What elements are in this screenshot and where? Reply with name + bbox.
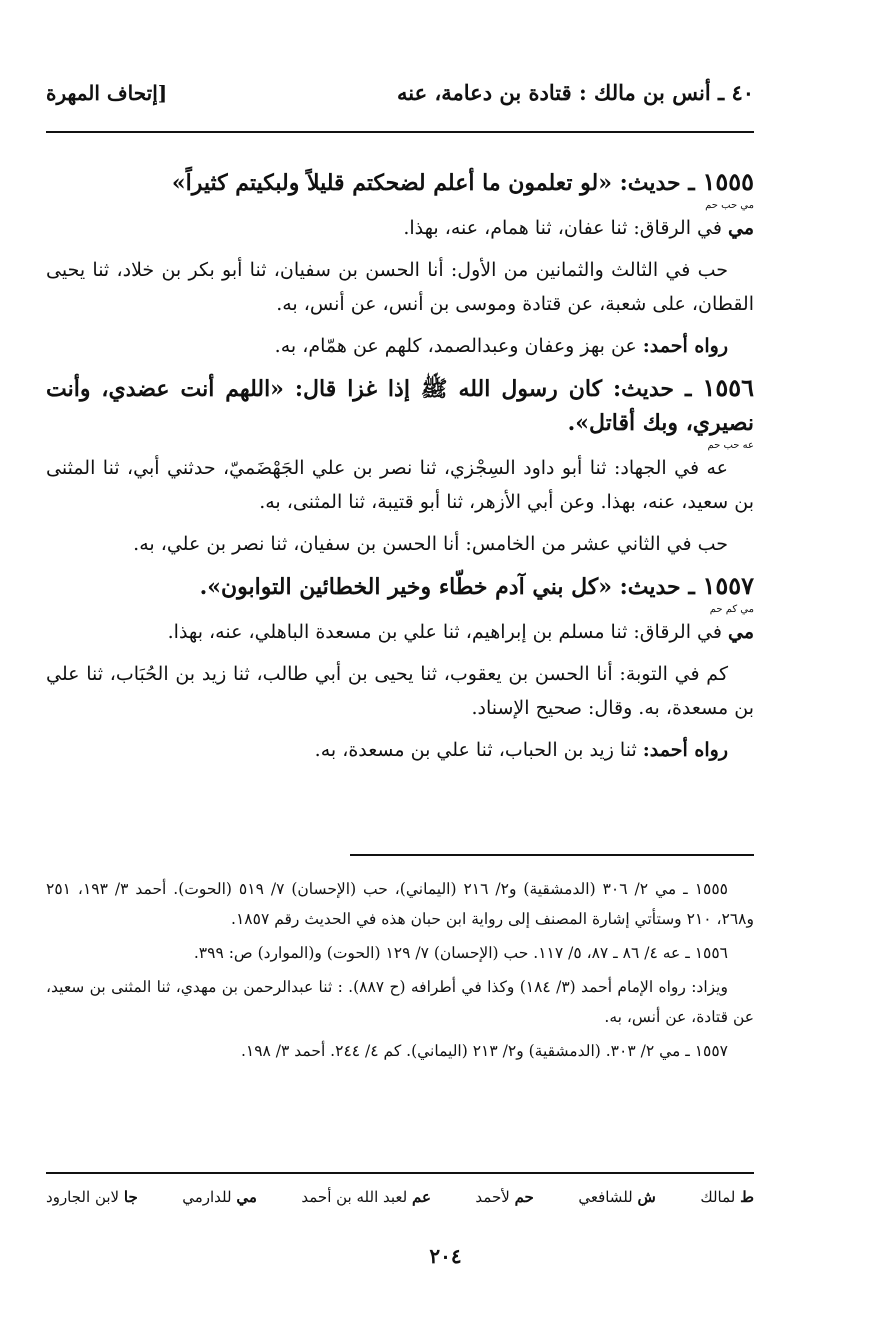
abbr-code: ط [740, 1188, 754, 1206]
footnote-rule [350, 854, 754, 856]
hadith-number: ١٥٥٦ [702, 373, 754, 402]
isnad-paragraph [46, 527, 754, 561]
isnad-text: في الرقاق: ثنا مسلم بن إبراهيم، ثنا علي بن مسعدة الباهلي، عنه، بهذا. [167, 621, 722, 643]
isnad-paragraph [46, 657, 754, 725]
hadith-title [46, 371, 754, 440]
abbr-meaning: للشافعي [578, 1188, 633, 1206]
footnote: ١٥٥٦ ـ عه ٤/ ٨٦ ـ ٨٧، ٥/ ١١٧. حب (الإحسان) ٧/ ١٢٩ (الحوت) و(الموارد) ص: ٣٩٩. [193, 944, 728, 962]
hadith-number: ١٥٥٧ [702, 571, 754, 600]
header-rule [46, 131, 754, 133]
isnad-text: حب في الثاني عشر من الخامس: أنا الحسن بن سفيان، ثنا نصر بن علي، به. [133, 533, 728, 555]
hadith-entry [46, 371, 754, 561]
abbr-meaning: لأحمد [475, 1188, 510, 1206]
hadith-number: ١٥٥٥ [702, 167, 754, 196]
abbr-code: عم [412, 1188, 431, 1206]
hadith-sigla: مي حب حم [705, 200, 754, 211]
abbreviation-item [301, 1188, 431, 1206]
abbr-meaning: لمالك [700, 1188, 736, 1206]
footnote: ١٥٥٥ ـ مي ٢/ ٣٠٦ (الدمشقية) و٢/ ٢١٦ (اليماني)، حب (الإحسان) ٧/ ٥١٩ (الحوت). أحمد ٣/ ١٩٣، ٢٥١ و٢٦٨، ٢١٠ وستأتي إشارة المصنف إلى رواية ابن حبان هذه في الحديث رقم ١٨٥٧. [46, 880, 754, 928]
abbreviation-item [182, 1188, 257, 1206]
isnad-text: كم في التوبة: أنا الحسن بن يعقوب، ثنا يحيى بن أبي طالب، ثنا زيد بن الحُبَاب، ثنا علي بن مسعدة، به. وقال: صحيح الإسناد. [46, 663, 754, 719]
hadith-text: ـ حديث: «كل بني آدم خطّاء وخير الخطائين التوابون». [199, 574, 695, 600]
abbreviation-key [46, 1188, 754, 1206]
isnad-text: عه في الجهاد: ثنا أبو داود السِجْزي، ثنا نصر بن علي الجَهْضَميّ، حدثني أبي، ثنا المثنى بن سعيد، عنه، بهذا. وعن أبي الأزهر، ثنا أبو قتيبة، ثنا المثنى، به. [46, 457, 754, 513]
isnad-paragraph [46, 329, 754, 363]
footnotes [46, 874, 754, 1070]
isnad-paragraph [46, 733, 754, 767]
source-code: مي [727, 217, 754, 239]
abbr-code: مي [236, 1188, 257, 1206]
abbreviation-item [700, 1188, 754, 1206]
isnad-paragraph [46, 253, 754, 321]
isnad-text: عن بهز وعفان وعبدالصمد، كلهم عن همّام، به. [274, 335, 637, 357]
abbr-code: حم [514, 1188, 534, 1206]
abbr-meaning: للدارمي [182, 1188, 232, 1206]
hadith-title [46, 569, 754, 604]
isnad-paragraph [46, 615, 754, 649]
isnad-text: ثنا زيد بن الحباب، ثنا علي بن مسعدة، به. [314, 739, 637, 761]
abbr-code: ش [637, 1188, 656, 1206]
hadith-text: ـ حديث: كان رسول الله ﷺ إذا غزا قال: «اللهم أنت عضدي، وأنت نصيري، وبك أقاتل». [46, 376, 754, 436]
abbreviation-item [46, 1188, 138, 1206]
footnote: ويزاد: رواه الإمام أحمد (٣/ ١٨٤) وكذا في أطرافه (ح ٨٨٧). : ثنا عبدالرحمن بن مهدي، ثنا المثنى بن سعيد، عن قتادة، عن أنس، به. [46, 978, 754, 1026]
isnad-text: في الرقاق: ثنا عفان، ثنا همام، عنه، بهذا. [403, 217, 722, 239]
abbr-code: جا [123, 1188, 138, 1206]
page-number: ٢٠٤ [429, 1244, 462, 1268]
footnote: ١٥٥٧ ـ مي ٢/ ٣٠٣. (الدمشقية) و٢/ ٢١٣ (اليماني). كم ٤/ ٢٤٤. أحمد ٣/ ١٩٨. [240, 1042, 728, 1060]
isnad-text: حب في الثالث والثمانين من الأول: أنا الحسن بن سفيان، ثنا أبو بكر بن خلاد، ثنا يحيى القطان، على شعبة، عن قتادة وموسى بن أنس، عن أنس، به. [46, 259, 754, 315]
abbreviation-item [475, 1188, 533, 1206]
hadith-entry [46, 165, 754, 363]
isnad-paragraph [46, 211, 754, 245]
hadith-entry [46, 569, 754, 767]
running-title: ٤٠ ـ أنس بن مالك : قتادة بن دعامة، عنه [397, 80, 754, 105]
hadith-sigla: عه حب حم [707, 440, 754, 451]
book-title: [إتحاف المهرة [46, 81, 168, 105]
source-code: رواه أحمد: [642, 335, 728, 357]
hadith-sigla: مي كم حم [709, 604, 754, 615]
abbr-meaning: لابن الجارود [46, 1188, 120, 1206]
hadith-text: ـ حديث: «لو تعلمون ما أعلم لضحكتم قليلاً ولبكيتم كثيراً» [171, 170, 695, 196]
page-header [46, 80, 754, 114]
abbreviations-rule [46, 1172, 754, 1174]
source-code: مي [727, 621, 754, 643]
hadith-title [46, 165, 754, 200]
main-text [46, 165, 754, 775]
abbreviation-item [578, 1188, 656, 1206]
source-code: رواه أحمد: [642, 739, 728, 761]
isnad-paragraph [46, 451, 754, 519]
abbr-meaning: لعبد الله بن أحمد [301, 1188, 408, 1206]
